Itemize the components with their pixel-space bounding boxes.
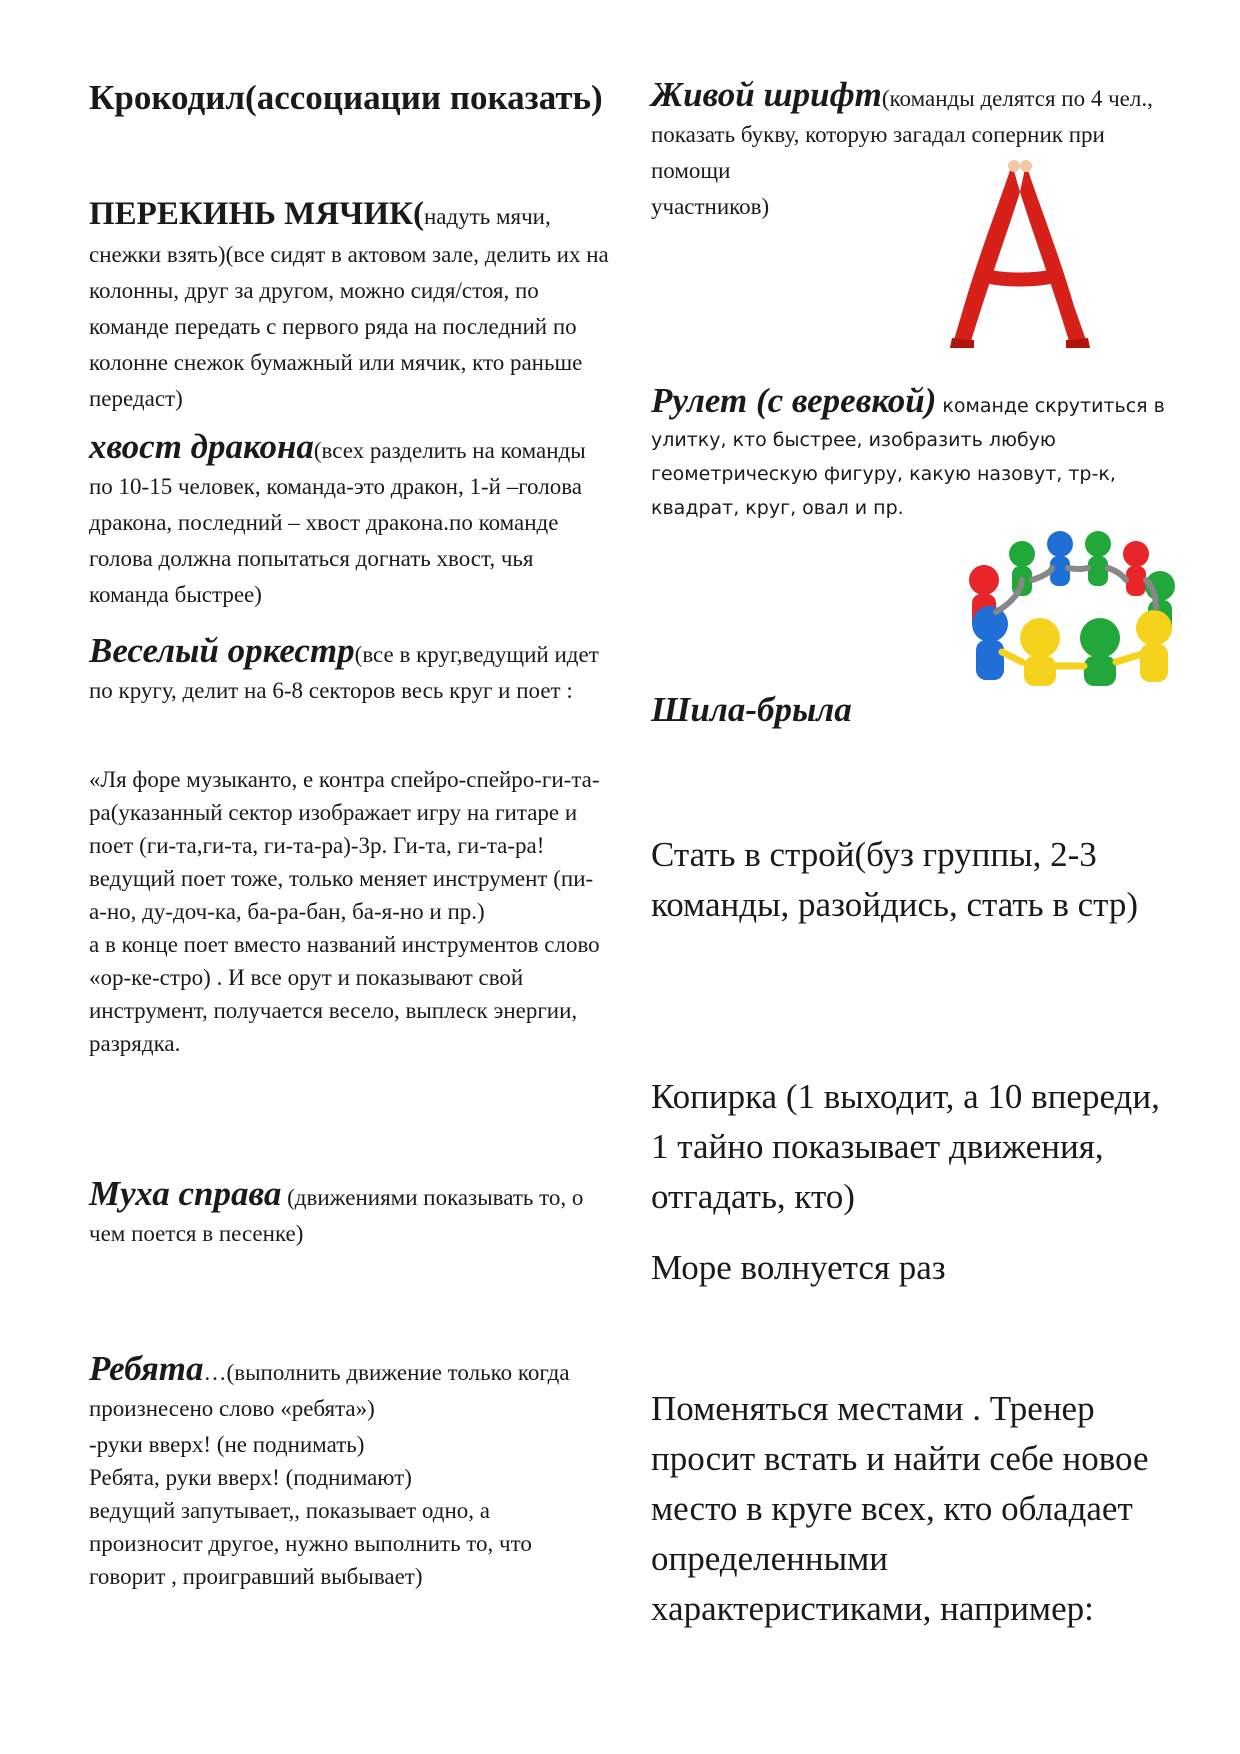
perekin-section (89, 190, 609, 418)
dragon-section (89, 427, 609, 614)
letter-a-figure-image (940, 156, 1100, 352)
mukha-text: (движениями показывать то, о чем поется в песенке) (89, 1185, 584, 1246)
rulet-text: команде скрутиться в улитку, кто быстрее, изобразить любую геометрическую фигуру, какую назовут, тр-к, квадрат, круг, овал и пр. (651, 395, 1165, 519)
rebyata-title: Ребята (89, 1349, 204, 1388)
rulet-section (651, 381, 1171, 526)
perekin-text: надуть мячи, снежки взять)(все сидят в актовом зале, делить их на колонны, друг за другом, можно сидя/стоя, по команде передать с первого ряда на последний по колонне снежок бумажный или мячик, кто раньше передаст) (89, 204, 609, 411)
perekin-title: ПЕРЕКИНЬ МЯЧИК( (89, 196, 424, 232)
pomenyatsya-text: Поменяться местами . Тренер просит встать и найти себе новое место в круге всех, кто обладает определенными характеристиками, например: (651, 1389, 1149, 1628)
krokodil-text: Крокодил(ассоциации показать) (89, 78, 603, 117)
rebyata-section (89, 1349, 609, 1593)
rebyata-line-1: -руки вверх! (не поднимать) (89, 1432, 365, 1457)
zhivoy-text-2: участников) (651, 194, 770, 219)
kopirka-text: Копирка (1 выходит, а 10 впереди, 1 тайно показывает движения, отгадать, кто) (651, 1077, 1160, 1216)
rulet-title: Рулет (с веревкой) (651, 381, 937, 420)
circle-of-people-image (960, 528, 1180, 686)
orchestra-line-3: а в конце поет вместо названий инструментов слово «ор-ке-стро) . И все орут и показывают свой инструмент, получается весело, выплеск энергии, разрядка. (89, 932, 600, 1056)
krokodil-heading (89, 74, 609, 122)
zhivoy-title: Живой шрифт (651, 75, 882, 114)
shila-heading: Шила-брыла (651, 690, 852, 729)
rebyata-line-2: Ребята, руки вверх! (поднимают) (89, 1465, 412, 1490)
dragon-title: хвост дракона (89, 427, 314, 466)
orchestra-lyrics (89, 763, 609, 1060)
zhivoy-text: (команды делятся по 4 чел., показать букву, которую загадал соперник при помощи (651, 86, 1153, 183)
mukha-section (89, 1174, 609, 1253)
orchestra-title: Веселый оркестр (89, 631, 355, 670)
more-text: Море волнуется раз (651, 1248, 946, 1287)
stroy-text: Стать в строй(буз группы, 2-3 команды, разойдись, стать в стр) (651, 835, 1139, 924)
orchestra-intro: (все в круг,ведущий идет по кругу, делит на 6-8 секторов весь круг и поет : (89, 642, 599, 703)
orchestra-section (89, 631, 609, 710)
orchestra-line-2: ведущий поет тоже, только меняет инструмент (пи-а-но, ду-доч-ка, ба-ра-бан, ба-я-но и пр.) (89, 866, 594, 924)
dragon-text: (всех разделить на команды по 10-15 человек, команда-это дракон, 1-й –голова дракона, последний – хвост дракона.по команде голова должна попытаться догнать хвост, чья команда быстрее) (89, 438, 586, 607)
rebyata-intro: …(выполнить движение только когда произнесено слово «ребята») (89, 1360, 570, 1421)
orchestra-line-1: «Ля форе музыканто, е контра спейро-спейро-ги-та-ра(указанный сектор изображает игру на гитаре и поет (ги-та,ги-та, ги-та-ра)-3р. Ги-та, ги-та-ра! (89, 767, 600, 858)
rebyata-line-3: ведущий запутывает,, показывает одно, а произносит другое, нужно выполнить то, что говорит , проигравший выбывает) (89, 1498, 532, 1589)
mukha-title: Муха справа (89, 1174, 282, 1213)
